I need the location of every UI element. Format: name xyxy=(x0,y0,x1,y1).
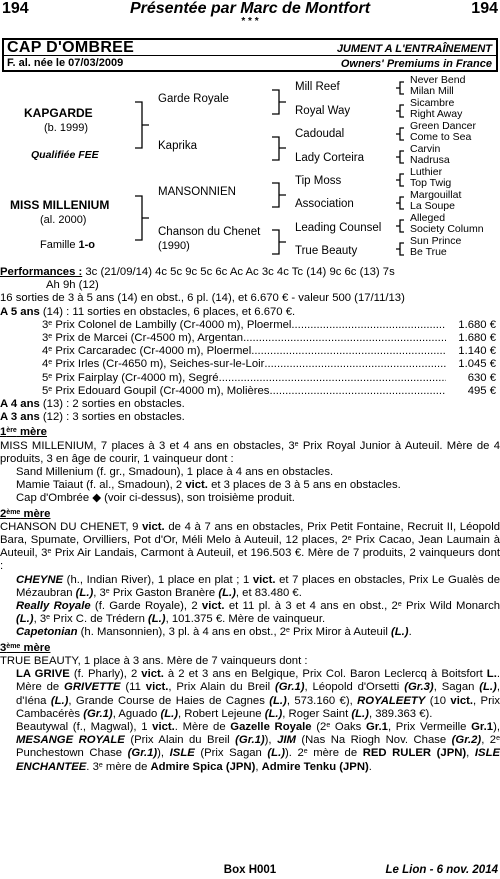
dam-family: Famille 1-o xyxy=(40,239,96,251)
g4-10: Top Twig xyxy=(410,177,452,189)
g4-14: Society Column xyxy=(410,223,484,235)
lot-number-right: 194 xyxy=(471,0,498,17)
g3-3: Cadoudal xyxy=(295,128,345,140)
g4-8: Nadrusa xyxy=(410,154,450,166)
g4-13: Alleged xyxy=(410,212,446,224)
third-dam-text: TRUE BEAUTY, 1 place à 3 ans. Mère de 7 vainqueurs dont : xyxy=(0,654,308,667)
g3-5: Tip Moss xyxy=(295,175,342,187)
race-row: 4e Prix Carcaradec (Cr-4000 m), Ploermel ..... 1.140 € xyxy=(0,345,500,358)
sire-note: Qualifiée FEE xyxy=(31,149,99,161)
race-row: 5e Prix Edouard Goupil (Cr-4000 m), Molières ..... 495 € xyxy=(0,385,500,398)
box-number: Box H001 xyxy=(223,864,277,876)
g4-7: Carvin xyxy=(410,143,441,155)
g3-8: True Beauty xyxy=(295,245,358,257)
race-row: 5e Prix Fairplay (Cr-4000 m), Segré ..... 630 € xyxy=(0,372,500,385)
g4-15: Sun Prince xyxy=(410,235,462,247)
third-dam-heading: 3ème mère xyxy=(0,641,51,654)
sale-date: Le Lion - 6 nov. 2014 xyxy=(385,864,498,876)
second-dam-heading: 2ème mère xyxy=(0,507,51,520)
g4-11: Margouillat xyxy=(410,189,462,201)
g4-2: Milan Mill xyxy=(410,85,454,97)
horse-status: JUMENT A L'ENTRAÎNEMENT xyxy=(336,43,492,55)
dam: MISS MILLENIUM xyxy=(10,198,110,212)
horse-box xyxy=(2,38,498,72)
g4-4: Right Away xyxy=(410,108,463,120)
g3-6: Association xyxy=(295,198,354,210)
sire: KAPGARDE xyxy=(24,106,93,120)
dam-sire: MANSONNIEN xyxy=(158,186,236,198)
stars: * * * xyxy=(241,16,259,27)
dam-year: (al. 2000) xyxy=(40,214,87,226)
horse-name: CAP D'OMBREE xyxy=(7,39,135,56)
g3-1: Mill Reef xyxy=(295,81,340,93)
g3-2: Royal Way xyxy=(295,105,351,117)
lot-number: 194 xyxy=(2,0,29,17)
g4-1: Never Bend xyxy=(410,74,466,86)
g4-16: Be True xyxy=(410,246,447,258)
performances-line: Performances : 3c (21/09/14) 4c 5c 9c 5c 6c Ac Ac 3c 4c Tc (14) 9c 6c (13) 7s xyxy=(0,266,395,278)
g4-5: Green Dancer xyxy=(410,120,476,132)
document-body: Performances : 3c (21/09/14) 4c 5c 9c 5c 6c Ac Ac 3c 4c Tc (14) 9c 6c (13) 7s Ah 9h (12) 16 sorties de 3 à 5 ans (14) en obst., 6 pl. (14), et 6.670 € - valeur 500 (17/11/13) A 5 ans (14) : 11 sorties en obstacles, 6 places, et 6.670 €. 3e Prix Colonel de Lambilly (Cr-4000 m), Ploermel ..... 1.680 € 3e Prix de Marcei (Cr-4500 m), Argentan ..... 1.680 € 4e Prix Carcaradec (Cr-4000 m), Ploermel ..... 1.140 € 4e Prix Irles (Cr-4650 m), Seiches-sur-le-Loir ..... 1.045 € 5e Prix Fairplay (Cr-4000 m), Segré ..... 630 € 5e Prix Edouard Goupil (Cr-4000 m), Molières ..... 495 € A 4 ans (13) : 2 sorties en obstacles. A 3 ans (12) : 3 sorties en obstacles. 1ère mère MISS MILLENIUM, 7 places à 3 et 4 ans en obstacles, 3e Prix Royal Junior à Auteuil. Mère de 4 produits, 3 en âge de courir, 1 vainqueur dont : Sand Millenium (f. gr., Smadoun), 1 place à 4 ans en obstacles. Mamie Taiaut (f. al., Smadoun), 2 vict. et 3 places de 3 à 5 ans en obstacles. Cap d'Ombrée ◆ (voir ci-dessus), son troisième produit. 2ème mère CHANSON DU CHENET, 9 vict. de 4 à 7 ans en obstacles, Prix Petit Fontaine, Recruit II, Léopold Bara, Spumate, Orvilliers, Pot d'Or, Méli Melo à Auteuil, 12 places, 2e Prix Cacao, Jean Laumain à Auteuil, 3e Prix Air Landais, Carmont à Auteuil, et 196.503 €. Mère de 7 produits, 2 vainqueurs dont : CHEYNE (h., Indian River), 1 place en plat ; 1 vict. et 7 places en obstacles, Prix Le Gualès de Mézaubran (L.), 3e Prix Gaston Branère (L.), et 83.480 €. Really Royale (f. Garde Royale), 2 vict. et 11 pl. à 3 et 4 ans en obst., 2e Prix Wild Monarch (L.), 3e Prix C. de Trédern (L.), 101.375 €. Mère de vainqueur. Capetonian (h. Mansonnien), 3 pl. à 4 ans en obst., 2e Prix Miror à Auteuil (L.). 3ème mère TRUE BEAUTY, 1 place à 3 ans. Mère de 7 vainqueurs dont : LA GRIVE (f. Pharly), 2 vict. à 2 et 3 ans en Belgique, Prix Col. Baron Leclercq à Boitsfort L.. Mère de GRIVETTE (11 vict., Prix Alain du Breil (Gr.1), Léopold d'Orsetti (Gr.3), Sagan (L.), d'Iéna (L.), Grande Course de Haies de Cagnes (L.), 573.160 €), ROYALEETY (10 vict., Prix Cambacérès (Gr.1), Aguado (L.), Robert Lejeune (L.), Roger Saint (L.), 389.363 €). Beautywal (f., Magwal), 1 vict.. Mère de Gazelle Royale (2e Oaks Gr.1, Prix Vermeille Gr.1), MESANGE ROYALE (Prix Alain du Breil (Gr.1)), JIM (Nas Na Riogh Nov. Chase (Gr.2), 2e Punchestown Chase (Gr.1)), ISLE (Prix Sagan (L.)). 2e mère de RED RULER (JPN), ISLE ENCHANTEE. 3e mère de Admire Spica (JPN), Admire Tenku (JPN). xyxy=(0,266,500,774)
race-row: 3e Prix Colonel de Lambilly (Cr-4000 m), Ploermel ..... 1.680 € xyxy=(0,319,500,332)
g4-12: La Soupe xyxy=(410,200,455,212)
g3-7: Leading Counsel xyxy=(295,222,382,234)
race-row: 4e Prix Irles (Cr-4650 m), Seiches-sur-le-Loir ..... 1.045 € xyxy=(0,358,500,371)
sire-sire: Garde Royale xyxy=(158,93,229,105)
race-row: 3e Prix de Marcei (Cr-4500 m), Argentan ..... 1.680 € xyxy=(0,332,500,345)
pedigree xyxy=(0,74,500,264)
presenter: Présentée par Marc de Montfort xyxy=(129,0,371,17)
sire-year: (b. 1999) xyxy=(44,122,89,134)
horse-birth: F. al. née le 07/03/2009 xyxy=(7,57,124,69)
g4-6: Come to Sea xyxy=(410,131,472,143)
first-dam-text: MISS MILLENIUM, 7 places à 3 et 4 ans en obstacles, 3e Prix Royal Junior à Auteuil. Mère de 4 produits, 3 en âge de courir, 1 vainqueur dont : xyxy=(0,439,500,465)
sire-dam: Kaprika xyxy=(158,140,197,152)
dam-dam-year: (1990) xyxy=(158,240,190,252)
g4-9: Luthier xyxy=(410,166,443,178)
g4-3: Sicambre xyxy=(410,97,455,109)
owners-premiums: Owners' Premiums in France xyxy=(340,58,492,70)
dam-dam: Chanson du Chenet xyxy=(158,226,261,238)
g3-4: Lady Corteira xyxy=(295,152,365,164)
second-dam-text: CHANSON DU CHENET, 9 vict. de 4 à 7 ans en obstacles, Prix Petit Fontaine, Recruit II, Léopold Bara, Spumate, Orvilliers, Pot d'Or, Méli Melo à Auteuil, 12 places, 2e Prix Cacao, Jean Laumain à Auteuil, 3e Prix Air Landais, Carmont à Auteuil, et 196.503 €. Mère de 7 produits, 2 vainqueurs dont : xyxy=(0,520,500,573)
first-dam-heading: 1ère mère xyxy=(0,426,47,439)
